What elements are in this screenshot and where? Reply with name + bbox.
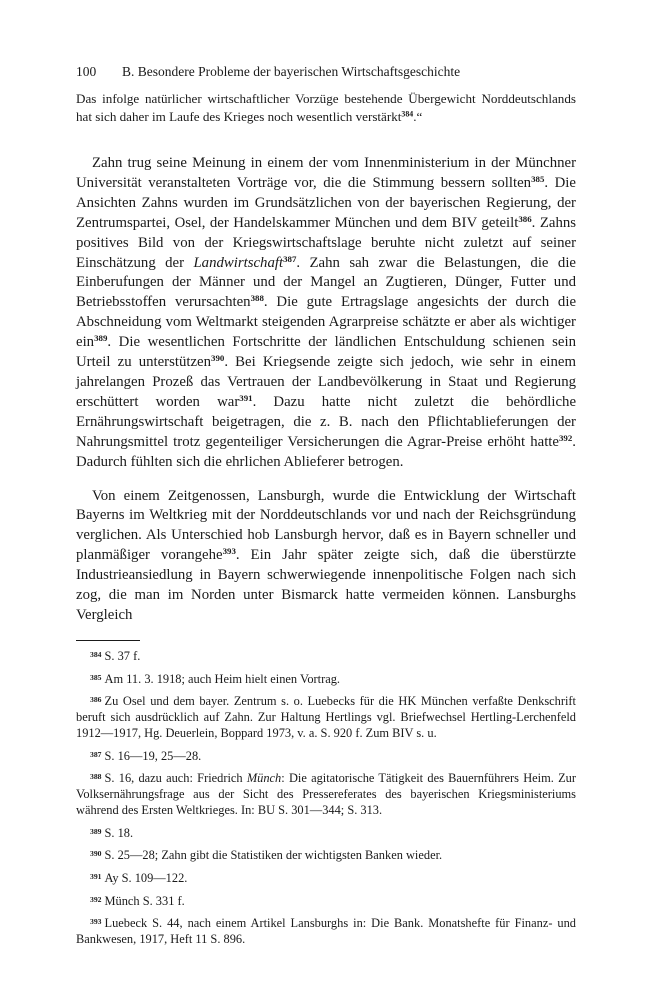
footnote (76, 869, 576, 886)
footnote (76, 892, 576, 909)
footnote-number: 390 (90, 849, 102, 859)
body-paragraph (76, 487, 576, 626)
footnote-number: 393 (90, 917, 102, 927)
footnote (76, 647, 576, 664)
footnote-ref: 384 (401, 109, 414, 119)
footnote-ref: 391 (239, 393, 253, 403)
footnote-number: 385 (90, 672, 102, 682)
footnote (76, 692, 576, 741)
text-run: . Bei Kriegsende zeigte sich jedoch, wie sehr in einem jahrelangen Prozeß das Vertrauen der Landbevölkerung in Staat und Regierung erschüttert worden war (76, 354, 576, 410)
text-run: . Dazu hatte nicht zuletzt die behördliche Ernährungswirtschaft beigetragen, die z. B. nach den Pflichtablieferungen der Nahrungsmittel trotz gegenteiliger Versicherungen die Agrar-Preise erhöht hatte (76, 393, 577, 450)
text-run: S. 16, dazu auch: Friedrich (104, 771, 247, 786)
footnote-number: 388 (90, 772, 102, 782)
text-run: . Zahn sah zwar die Belastungen, die die Einberufungen der Männer und der Mangel an Zugtieren, Dünger, Futter und Betriebsstoffen verursachten (76, 254, 576, 311)
footnote (76, 747, 576, 764)
text-run: . Ein Jahr später zeigte sich, daß die überstürzte Industrieansiedlung in Bayern schwerwiegende innenpolitische Folgen nach sich zog, die man im Norden unter Bismarck hatte vermeiden können. Lansburghs Vergleich (76, 547, 576, 623)
text-run: Zu Osel und dem bayer. Zentrum s. o. Luebecks für die HK München verfaßte Denkschrift beruft sich ausdrücklich auf Zahn. Zur Haltung Hertlings vgl. Briefwechsel Hertling-Lerchenfeld 1912—1917, Hg. Deuerlein, Boppard 1973, v. a. S. 920 f. Zum BIV s. u. (76, 694, 576, 741)
text-run: S. 16—19, 25—28. (104, 748, 202, 763)
text-run: Von einem Zeitgenossen, Lansburgh, wurde die Entwicklung der Wirtschaft Bayerns im Weltkrieg mit der Norddeutschlands vor und nach der Reichsgründung verglichen. Als Unterschied hob Lansburgh hervor, daß es in Bayern schneller und planmäßiger vorangehe (76, 487, 576, 564)
text-run: Zahn trug seine Meinung in einem der vom Innenministerium in der Münchner Universität veranstalteten Vorträge vor, die die Stimmung bessern sollten (76, 155, 576, 191)
page-number: 100 (76, 64, 97, 79)
text-run: S. 25—28; Zahn gibt die Statistiken der wichtigsten Banken wieder. (104, 848, 443, 863)
main-text (76, 154, 576, 626)
text-run: . Die wesentlichen Fortschritte der ländlichen Entschuldung schienen sein Urteil zu unterstützen (76, 334, 576, 371)
emphasized-text: Landwirtschaft (193, 254, 284, 271)
text-run: . Zahns positives Bild von der Kriegswirtschaftslage beruhte nicht zuletzt auf seiner Einschätzung der (76, 214, 576, 271)
text-run: Münch S. 331 f. (104, 893, 185, 908)
footnote-ref: 393 (222, 546, 236, 557)
footnote (76, 914, 576, 947)
footnote (76, 846, 576, 863)
text-run: S. 18. (104, 825, 134, 840)
footnote-ref: 386 (518, 213, 532, 224)
footnote (76, 824, 576, 841)
footnote-number: 387 (90, 749, 102, 759)
quote-continuation (76, 90, 576, 126)
footnote (76, 769, 576, 818)
text-run: Ay S. 109—122. (104, 871, 188, 885)
emphasized-text: Münch (246, 771, 282, 786)
footnote-number: 384 (90, 650, 102, 659)
text-run: . Die gute Ertragslage angesichts der durch die Abschneidung vom Weltmarkt steigenden Agrarpreise schätzte er aber als wichtiger ein (76, 294, 577, 351)
quote-text: Das infolge natürlicher wirtschaftlicher Vorzüge bestehende Übergewicht Norddeutschlands hat sich daher im Laufe des Krieges noch wesentlich verstärkt (76, 91, 576, 124)
footnote-ref: 388 (250, 293, 264, 304)
footnote-ref: 387 (283, 253, 297, 264)
body-paragraph (76, 154, 576, 473)
footnote-ref: 385 (531, 174, 545, 185)
footnotes (76, 647, 576, 953)
text-run: . Die Ansichten Zahns wurden im Grundsätzlichen von der bayerischen Regierung, der Zentrumspartei, Osel, der Handelskammer München und dem BIV geteilt (76, 174, 576, 231)
running-title: B. Besondere Probleme der bayerischen Wirtschaftsgeschichte (122, 64, 461, 79)
footnote (76, 670, 576, 687)
footnote-number: 391 (90, 871, 102, 881)
text-run: S. 37 f. (104, 649, 141, 664)
text-run: : Die agitatorische Tätigkeit des Bauernführers Heim. Zur Volksernährungsfrage aus der Sicht des Pressereferates des bayerischen Kriegsministeriums während des Ersten Weltkrieges. In: BU S. 301—344; S. 313. (76, 771, 576, 818)
footnote-ref: 392 (558, 432, 573, 443)
text-run: . Dadurch fühlten sich die ehrlichen Ablieferer betrogen. (76, 433, 576, 470)
text-run: Luebeck S. 44, nach einem Artikel Lansburghs in: Die Bank. Monatshefte für Finanz- und Bankwesen, 1917, Heft 11 S. 896. (76, 916, 576, 947)
footnote-number: 392 (90, 894, 102, 904)
footnote-number: 389 (90, 826, 102, 836)
footnote-ref: 390 (211, 353, 225, 364)
footnote-ref: 389 (94, 333, 108, 344)
footnote-divider (76, 640, 140, 641)
text-run: Am 11. 3. 1918; auch Heim hielt einen Vortrag. (104, 671, 341, 686)
quote-end: .“ (413, 109, 423, 124)
page-header (76, 62, 576, 82)
footnote-number: 386 (90, 695, 102, 705)
